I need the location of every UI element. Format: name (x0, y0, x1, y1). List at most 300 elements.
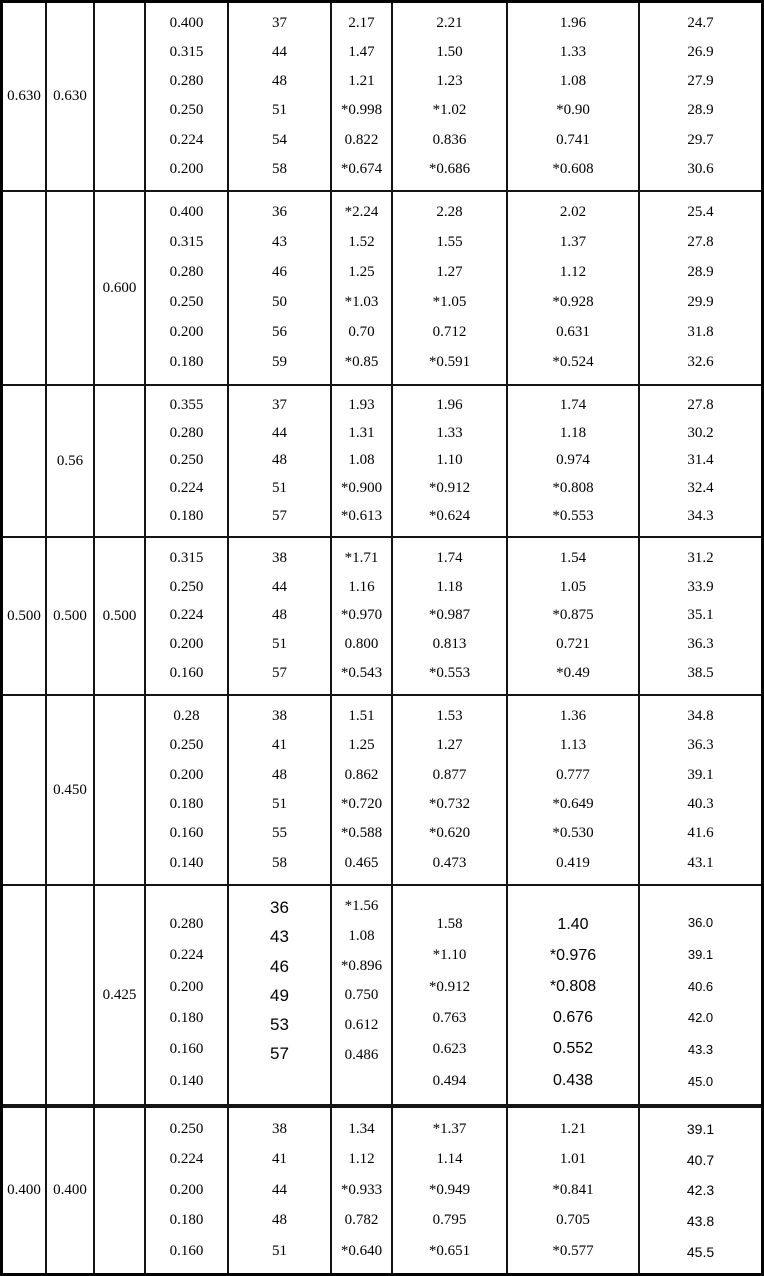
cell-value: 0.800 (344, 636, 379, 653)
cell-col6 (332, 696, 393, 884)
cell-value: 54 (272, 131, 287, 148)
cell-col2: 0.630 (47, 3, 95, 190)
cell-value: 1.01 (559, 1151, 587, 1168)
cell-value: 43.8 (686, 1213, 715, 1230)
cell-col7 (393, 886, 508, 1104)
cell-value: 1.12 (559, 264, 587, 281)
cell-value: 0.400 (169, 14, 204, 31)
cell-value: 36.0 (687, 915, 714, 930)
cell-col4 (146, 192, 229, 384)
cell-col1 (3, 192, 47, 384)
cell-value: *0.976 (549, 947, 597, 965)
cell-value: 1.10 (436, 452, 463, 469)
cell-value: 44 (272, 1181, 287, 1198)
cell-value: 0.877 (432, 766, 467, 783)
cell-value: 40.6 (687, 978, 714, 994)
cell-col8 (508, 386, 640, 536)
cell-col9 (640, 538, 761, 694)
cell-value: 34.8 (687, 708, 714, 725)
cell-col6 (332, 1108, 393, 1273)
cell-value: *0.588 (340, 825, 383, 842)
cell-value: 0.486 (344, 1046, 379, 1063)
cell-value: *1.10 (432, 947, 467, 964)
cell-value: *0.732 (428, 796, 471, 813)
cell-value: 1.47 (348, 44, 375, 61)
cell-col6 (332, 886, 393, 1104)
table-block-0400 (3, 1108, 761, 1273)
cell-col4 (146, 886, 229, 1104)
cell-col5 (229, 192, 332, 384)
cell-value: *0.900 (340, 479, 383, 496)
cell-value: 35.1 (687, 607, 714, 624)
cell-value: 1.18 (559, 424, 587, 441)
cell-value: 38 (272, 549, 287, 566)
cell-col2: 0.450 (47, 696, 95, 884)
cell-col1: 0.630 (3, 3, 47, 190)
cell-value: 0.250 (169, 578, 204, 595)
cell-value: 48 (272, 766, 287, 783)
cell-value: 2.21 (436, 14, 463, 31)
cell-value: 55 (272, 825, 287, 842)
cell-col5 (229, 538, 332, 694)
cell-value: 0.224 (169, 1151, 204, 1168)
cell-col9 (640, 3, 761, 190)
cell-value: 0.280 (169, 73, 204, 90)
cell-value: 0.705 (556, 1212, 590, 1229)
cell-value: 0.280 (169, 424, 204, 441)
cell-value: 0.315 (169, 234, 204, 251)
cell-col1: 0.500 (3, 538, 47, 694)
cell-value: 1.08 (348, 927, 375, 944)
cell-value: 1.25 (348, 737, 375, 754)
cell-value: 1.55 (436, 234, 463, 251)
cell-value: 0.250 (169, 452, 204, 469)
cell-col7 (393, 1108, 508, 1273)
cell-value: 34.3 (687, 507, 714, 524)
cell-value: 1.18 (436, 578, 463, 595)
cell-value: *1.03 (344, 294, 379, 311)
cell-col7 (393, 538, 508, 694)
cell-value: 45.0 (687, 1074, 714, 1090)
cell-value: 0.473 (432, 854, 467, 871)
cell-value: *0.524 (552, 354, 594, 371)
cell-value: 0.763 (432, 1010, 467, 1027)
cell-col6 (332, 386, 393, 536)
cell-value: 58 (272, 854, 287, 871)
cell-col9 (640, 886, 761, 1104)
cell-value: 51 (272, 796, 287, 813)
table-block-0600 (3, 192, 761, 386)
cell-col7 (393, 696, 508, 884)
cell-col5 (229, 1108, 332, 1273)
cell-col2 (47, 192, 95, 384)
cell-value: *0.896 (340, 957, 383, 974)
cell-col5 (229, 886, 332, 1104)
cell-col4 (146, 3, 229, 190)
cell-value: 1.36 (559, 708, 587, 725)
cell-value: 36 (272, 204, 287, 221)
cell-value: 58 (272, 160, 287, 177)
cell-value: *1.37 (432, 1120, 467, 1137)
cell-value: 27.8 (687, 397, 714, 414)
cell-value: 0.612 (344, 1017, 379, 1033)
cell-value: *0.49 (556, 664, 590, 681)
cell-value: 0.552 (552, 1040, 594, 1058)
cell-value: *0.933 (340, 1181, 383, 1198)
cell-value: *1.05 (432, 294, 467, 311)
cell-value: 1.53 (436, 708, 463, 725)
cell-value: 43.3 (687, 1042, 714, 1058)
cell-value: 48 (272, 1212, 287, 1229)
cell-value: 48 (272, 73, 287, 90)
cell-value: 42.0 (687, 1010, 714, 1026)
cell-value: 49 (270, 985, 289, 1005)
cell-value: 0.741 (556, 131, 590, 148)
table-block-0500 (3, 538, 761, 696)
cell-value: 28.9 (687, 102, 714, 119)
cell-value: 1.16 (348, 578, 375, 595)
cell-value: 0.631 (556, 324, 590, 341)
cell-value: 39.1 (687, 946, 714, 962)
cell-value: 0.813 (432, 636, 467, 653)
cell-value: 1.21 (559, 1120, 587, 1137)
cell-value: 38.5 (687, 664, 714, 681)
cell-value: 31.2 (687, 549, 714, 566)
cell-value: 2.02 (559, 204, 587, 221)
cell-value: 1.13 (559, 737, 587, 754)
cell-col3: 0.425 (95, 886, 146, 1104)
cell-value: 36.3 (687, 737, 714, 754)
cell-value: 1.12 (348, 1151, 375, 1168)
cell-value: 39.1 (686, 1121, 715, 1138)
cell-value: 32.6 (687, 354, 714, 371)
cell-col4 (146, 386, 229, 536)
cell-col2: 0.500 (47, 538, 95, 694)
cell-col1 (3, 696, 47, 884)
cell-value: *0.624 (428, 507, 471, 524)
cell-value: *0.998 (340, 102, 383, 119)
cell-col7 (393, 3, 508, 190)
cell-value: 1.33 (436, 424, 463, 441)
cell-value: 0.180 (169, 507, 204, 524)
cell-value: *0.808 (552, 479, 594, 496)
cell-value: 1.93 (348, 397, 375, 414)
cell-value: 0.721 (556, 636, 590, 653)
cell-value: 0.140 (169, 1072, 204, 1089)
cell-value: 0.160 (169, 1243, 204, 1260)
cell-value: 0.777 (556, 766, 590, 783)
cell-value: 30.6 (687, 160, 714, 177)
cell-value: 1.05 (559, 578, 587, 595)
cell-value: *0.620 (428, 825, 471, 842)
cell-value: 36 (270, 898, 289, 917)
cell-col3 (95, 696, 146, 884)
cell-value: *0.912 (428, 479, 471, 496)
cell-col4 (146, 538, 229, 694)
cell-value: 30.2 (687, 424, 714, 441)
cell-col3: 0.500 (95, 538, 146, 694)
cell-value: 39.1 (687, 766, 714, 783)
cell-value: 1.08 (348, 452, 375, 469)
cell-col1 (3, 886, 47, 1104)
cell-value: 41 (272, 737, 287, 754)
cell-value: *0.553 (428, 664, 471, 681)
cell-value: 0.400 (169, 204, 204, 221)
cell-col2: 0.400 (47, 1108, 95, 1273)
cell-value: 0.250 (169, 294, 204, 311)
cell-col3 (95, 3, 146, 190)
cell-value: *0.591 (428, 354, 471, 371)
cell-value: 43.1 (687, 854, 714, 871)
cell-value: 38 (272, 1120, 287, 1137)
cell-col2 (47, 886, 95, 1104)
table-block-056 (3, 386, 761, 538)
cell-value: 51 (272, 102, 287, 119)
cell-value: 48 (272, 452, 287, 469)
cell-value: 51 (272, 1243, 287, 1260)
cell-value: 1.51 (348, 708, 375, 725)
cell-value: 0.160 (169, 825, 204, 842)
cell-value: 0.28 (173, 708, 200, 725)
cell-value: 0.224 (169, 131, 204, 148)
cell-value: 1.14 (436, 1151, 463, 1168)
cell-value: 37 (272, 397, 287, 414)
cell-value: 59 (272, 354, 287, 371)
cell-value: *0.674 (340, 160, 383, 177)
cell-value: *0.613 (340, 507, 383, 524)
cell-value: 1.37 (559, 234, 587, 251)
cell-value: 0.180 (169, 796, 204, 813)
table-block-0425 (3, 886, 761, 1108)
cell-value: 1.96 (436, 397, 463, 414)
cell-value: 1.74 (436, 549, 463, 566)
cell-value: 51 (272, 636, 287, 653)
cell-value: *0.85 (344, 354, 379, 371)
cell-value: 0.315 (169, 549, 204, 566)
cell-col6 (332, 192, 393, 384)
cell-value: 32.4 (687, 479, 714, 496)
cell-value: 0.822 (344, 131, 379, 148)
cell-value: *0.987 (428, 607, 471, 624)
cell-value: 0.250 (169, 102, 204, 119)
cell-value: *0.686 (428, 160, 471, 177)
cell-value: 40.3 (687, 796, 714, 813)
cell-value: 0.200 (169, 160, 204, 177)
cell-col6 (332, 538, 393, 694)
cell-value: 0.224 (169, 479, 204, 496)
cell-value: 1.96 (559, 14, 587, 31)
cell-col8 (508, 696, 640, 884)
cell-value: 1.58 (436, 916, 463, 932)
cell-value: 46 (272, 264, 287, 281)
cell-value: 0.224 (169, 947, 204, 964)
cell-value: 1.31 (348, 424, 375, 441)
cell-value: *0.970 (340, 607, 383, 624)
cell-value: 1.27 (436, 737, 463, 754)
cell-value: 1.52 (348, 234, 375, 251)
cell-value: 1.33 (559, 44, 587, 61)
cell-value: *0.720 (340, 796, 383, 813)
cell-value: *0.949 (428, 1181, 471, 1198)
cell-value: 0.140 (169, 854, 204, 871)
cell-value: 36.3 (687, 636, 714, 653)
cell-value: 57 (272, 507, 287, 524)
cell-col3: 0.600 (95, 192, 146, 384)
cell-col2: 0.56 (47, 386, 95, 536)
cell-value: 0.160 (169, 1041, 204, 1058)
cell-value: *1.71 (344, 549, 379, 566)
cell-value: 1.08 (559, 73, 587, 90)
cell-col8 (508, 538, 640, 694)
cell-value: 38 (272, 708, 287, 725)
cell-col4 (146, 696, 229, 884)
cell-value: 27.9 (687, 73, 714, 90)
cell-value: 51 (272, 479, 287, 496)
cell-value: 46 (270, 956, 289, 976)
cell-col1: 0.400 (3, 1108, 47, 1273)
cell-col9 (640, 696, 761, 884)
cell-value: 0.465 (344, 854, 379, 871)
cell-value: 0.250 (169, 1120, 204, 1137)
cell-value: 0.280 (169, 264, 204, 281)
cell-value: *0.928 (552, 294, 594, 311)
cell-col5 (229, 696, 332, 884)
cell-value: 25.4 (687, 204, 714, 221)
cell-value: 0.315 (169, 44, 204, 61)
cell-col7 (393, 192, 508, 384)
cell-value: *0.841 (552, 1181, 594, 1198)
cell-value: 37 (272, 14, 287, 31)
cell-value: 1.34 (348, 1120, 375, 1137)
cell-value: *0.553 (552, 507, 594, 524)
cell-value: 0.180 (169, 1212, 204, 1229)
cell-value: *0.530 (552, 825, 594, 842)
cell-col7 (393, 386, 508, 536)
cell-value: 1.25 (348, 264, 375, 281)
cell-value: 48 (272, 607, 287, 624)
cell-value: 0.438 (552, 1071, 594, 1089)
cell-value: 0.200 (169, 324, 204, 341)
cell-value: 1.23 (436, 73, 463, 90)
cell-col8 (508, 3, 640, 190)
cell-value: 27.8 (687, 234, 714, 251)
cell-value: 0.180 (169, 354, 204, 371)
cell-col9 (640, 386, 761, 536)
cell-col8 (508, 192, 640, 384)
cell-value: 0.419 (556, 854, 590, 871)
cell-value: 0.974 (556, 452, 590, 469)
cell-value: 0.712 (432, 324, 467, 341)
cell-value: *1.56 (344, 898, 379, 914)
cell-value: 33.9 (687, 578, 714, 595)
cell-value: 0.200 (169, 766, 204, 783)
cell-value: 0.795 (432, 1212, 467, 1229)
cell-col4 (146, 1108, 229, 1273)
cell-value: *1.02 (432, 102, 467, 119)
cell-value: 44 (272, 424, 287, 441)
cell-value: 24.7 (687, 14, 714, 31)
cell-value: *0.875 (552, 607, 594, 624)
cell-value: 0.355 (169, 397, 204, 414)
cell-value: 1.40 (557, 916, 589, 933)
cell-value: *0.651 (428, 1243, 471, 1260)
cell-value: 0.160 (169, 664, 204, 681)
cell-value: 0.280 (169, 916, 204, 932)
cell-value: 31.8 (687, 324, 714, 341)
cell-value: 50 (272, 294, 287, 311)
cell-col8 (508, 886, 640, 1104)
cell-col3 (95, 1108, 146, 1273)
cell-value: *0.912 (428, 978, 471, 995)
cell-col5 (229, 386, 332, 536)
cell-value: 0.200 (169, 636, 204, 653)
cell-value: 2.17 (348, 14, 375, 31)
cell-value: 1.54 (559, 549, 587, 566)
cell-value: 26.9 (687, 44, 714, 61)
cell-value: 53 (270, 1015, 289, 1035)
cell-col3 (95, 386, 146, 536)
cell-value: 0.750 (344, 987, 379, 1004)
cell-col9 (640, 1108, 761, 1273)
cell-value: *0.577 (552, 1243, 594, 1260)
cell-value: 31.4 (687, 452, 714, 469)
cell-value: 44 (272, 578, 287, 595)
cell-value: 28.9 (687, 264, 714, 281)
cell-value: 42.3 (686, 1182, 715, 1199)
cell-value: *0.649 (552, 796, 594, 813)
table-block-0630 (3, 3, 761, 192)
cell-value: 0.70 (348, 324, 375, 341)
cell-value: 41 (272, 1151, 287, 1168)
cell-value: 57 (272, 664, 287, 681)
cell-value: 29.7 (687, 131, 714, 148)
cell-value: 56 (272, 324, 287, 341)
cell-col1 (3, 386, 47, 536)
cell-value: 1.27 (436, 264, 463, 281)
cell-value: *0.640 (340, 1243, 383, 1260)
cell-value: 29.9 (687, 294, 714, 311)
cell-value: 0.836 (432, 131, 467, 148)
cell-col9 (640, 192, 761, 384)
cell-value: 0.250 (169, 737, 204, 754)
cell-value: 43 (272, 234, 287, 251)
cell-value: 0.862 (344, 766, 379, 783)
cell-value: 0.180 (169, 1010, 204, 1027)
cell-value: 41.6 (687, 825, 714, 842)
cell-value: 2.28 (436, 204, 463, 221)
cell-value: *0.543 (340, 664, 383, 681)
cell-value: 1.74 (559, 397, 587, 414)
cell-col5 (229, 3, 332, 190)
cell-value: 1.21 (348, 73, 375, 90)
cell-value: 45.5 (686, 1243, 715, 1260)
cell-value: *0.608 (552, 160, 594, 177)
table-block-0450 (3, 696, 761, 886)
cell-value: 57 (270, 1044, 289, 1064)
cell-value: *0.90 (556, 102, 590, 119)
cell-value: 0.782 (344, 1212, 379, 1229)
cell-value: 1.50 (436, 44, 463, 61)
cell-value: 0.200 (169, 978, 204, 995)
cell-value: 0.494 (432, 1072, 467, 1089)
cell-value: 0.224 (169, 607, 204, 624)
cell-value: 0.676 (552, 1009, 594, 1027)
cell-value: *2.24 (344, 204, 379, 221)
cell-col6 (332, 3, 393, 190)
cell-col8 (508, 1108, 640, 1273)
cell-value: 43 (270, 927, 289, 947)
cell-value: 0.623 (432, 1041, 467, 1058)
